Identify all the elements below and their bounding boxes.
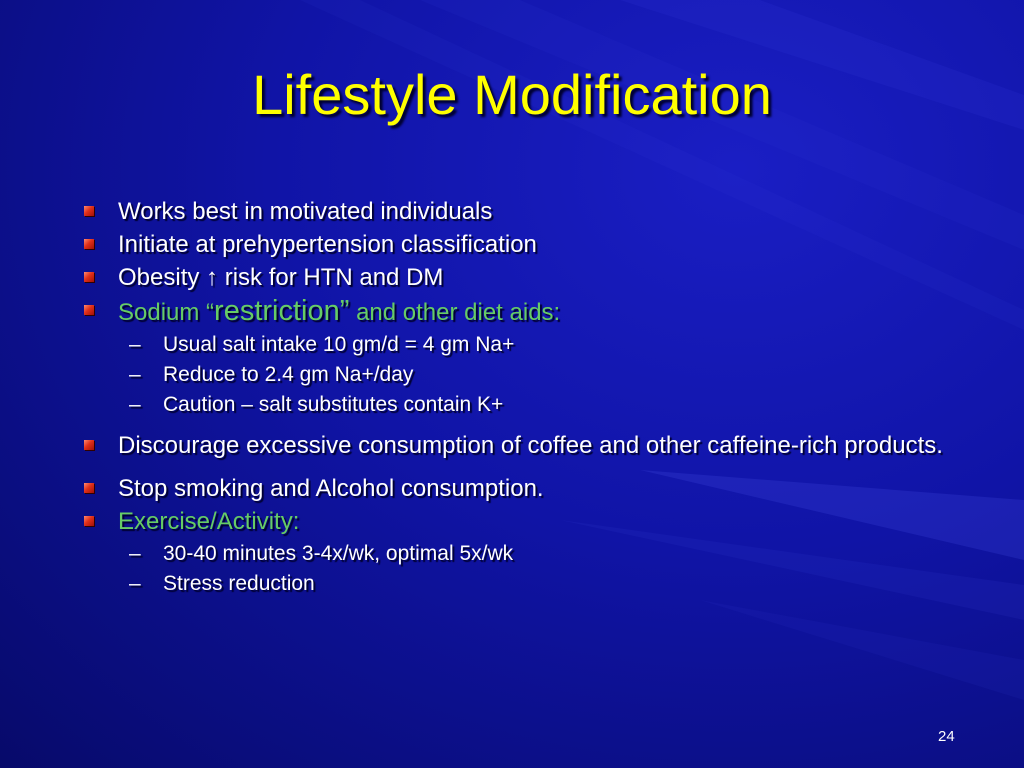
sub-item-text: Caution – salt substitutes contain K+	[163, 393, 504, 416]
sub-item-text: 30-40 minutes 3-4x/wk, optimal 5x/wk	[163, 542, 514, 565]
bullet-icon	[84, 483, 94, 493]
sub-item-text: Stress reduction	[163, 572, 315, 595]
bullet-text: Works best in motivated individuals	[118, 198, 493, 225]
dash-icon: –	[129, 542, 141, 565]
bullet-text: Initiate at prehypertension classification	[118, 231, 537, 258]
bullet-item-obesity	[82, 264, 1002, 292]
slide-title: Lifestyle Modification	[252, 63, 772, 126]
bullet-icon	[84, 206, 94, 216]
up-arrow-icon: ↑	[206, 264, 219, 291]
sub-item-text: Usual salt intake 10 gm/d = 4 gm Na+	[163, 333, 515, 356]
bullet-text: Exercise/Activity:	[118, 508, 300, 535]
bullet-item-sodium	[82, 297, 1002, 327]
bullet-icon	[84, 440, 94, 450]
bullet-list	[82, 198, 1002, 601]
dash-icon: –	[129, 393, 141, 416]
bullet-text-suffix: and other diet aids:	[349, 299, 561, 326]
bullet-item-exercise	[82, 508, 1002, 536]
bullet-item-coffee	[82, 432, 1002, 460]
bullet-text-prefix: Sodium “	[118, 299, 215, 326]
bullet-text-emphasis: restriction”	[214, 295, 350, 327]
bullet-item-motivated	[82, 198, 1002, 226]
sub-item-text: Reduce to 2.4 gm Na+/day	[163, 363, 414, 386]
bullet-icon	[84, 305, 94, 315]
bullet-icon	[84, 516, 94, 526]
sub-item-reduce	[82, 362, 1002, 388]
sub-item-stress	[82, 571, 1002, 597]
sub-item-salt-intake	[82, 332, 1002, 358]
sub-item-caution	[82, 392, 1002, 418]
dash-icon: –	[129, 572, 141, 595]
bullet-icon	[84, 272, 94, 282]
dash-icon: –	[129, 363, 141, 386]
dash-icon: –	[129, 333, 141, 356]
bullet-text-prefix: Obesity	[118, 264, 207, 291]
page-number: 24	[938, 728, 955, 745]
bullet-text: Stop smoking and Alcohol consumption.	[118, 475, 544, 502]
bullet-text-suffix: risk for HTN and DM	[218, 264, 444, 291]
bullet-text: Discourage excessive consumption of coffee and other caffeine-rich products.	[118, 432, 943, 459]
bullet-icon	[84, 239, 94, 249]
bullet-item-prehypertension	[82, 231, 1002, 259]
bullet-item-smoking	[82, 475, 1002, 503]
sub-item-minutes	[82, 541, 1002, 567]
